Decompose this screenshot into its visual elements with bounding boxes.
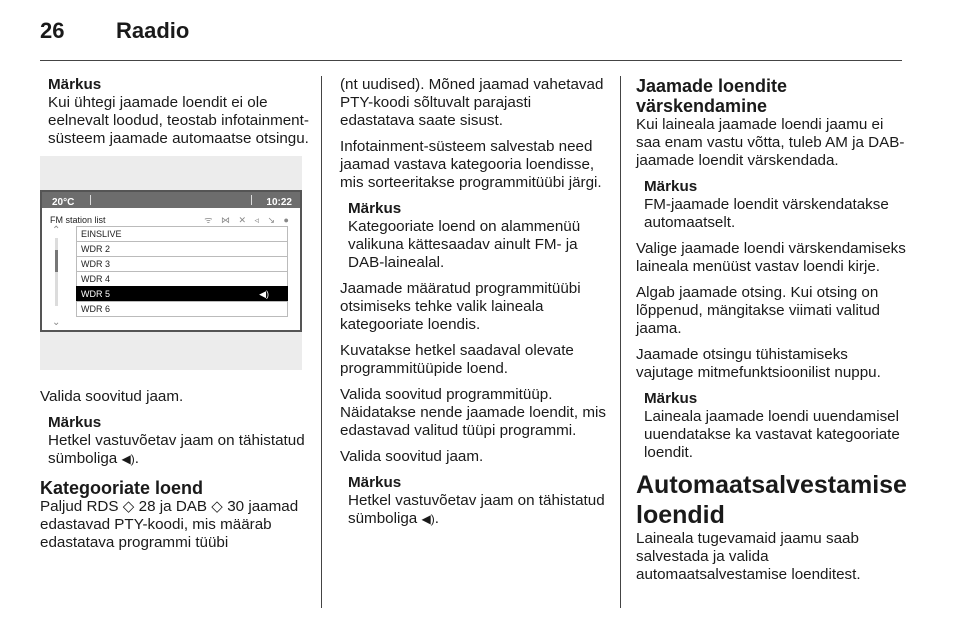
- paragraph: Laineala tugevamaid jaamu saab salvestada ja valida automaatsalvestamise loenditest.: [636, 530, 861, 583]
- column-divider: [321, 76, 322, 608]
- section-heading: Jaamade loendite värskendamine: [636, 76, 788, 116]
- column-divider: [620, 76, 621, 608]
- note-text: FM-jaamade loendit värskendatakse automaatselt.: [644, 196, 889, 231]
- scroll-up-icon[interactable]: ⌃: [52, 225, 61, 236]
- station-item[interactable]: WDR 2: [76, 241, 288, 256]
- station-item[interactable]: EINSLIVE: [76, 226, 288, 241]
- scrollbar-thumb[interactable]: [55, 250, 58, 272]
- note-box: [348, 200, 606, 272]
- section-heading: Kategooriate loend: [40, 478, 204, 498]
- note-box: [348, 474, 606, 528]
- note-title: Märkus: [48, 76, 102, 93]
- station-item[interactable]: WDR 3: [76, 256, 288, 271]
- column-3: [636, 76, 906, 592]
- page-header: [40, 18, 189, 44]
- paragraph: Valige jaamade loendi värskendamiseks laineala menüüst vastav loendi kirje.: [636, 240, 906, 275]
- paragraph: Jaamade otsingu tühistamiseks vajutage mitmefunktsioonilist nuppu.: [636, 346, 881, 381]
- note-box: [644, 178, 906, 232]
- speaker-icon: ◀): [421, 512, 435, 526]
- divider: [251, 195, 252, 205]
- station-item[interactable]: WDR 6: [76, 301, 288, 317]
- note-title: Märkus: [348, 200, 402, 217]
- column-2: [340, 76, 606, 536]
- scrollbar-track[interactable]: [55, 238, 58, 306]
- chapter-title: Raadio: [116, 18, 190, 43]
- note-text: Hetkel vastuvõetav jaam on tähistatud sümboliga ◀).: [348, 492, 605, 527]
- status-icons: ᯤ ⋈ ✕ ◃ ↘ ●: [204, 215, 292, 225]
- note-text: Laineala jaamade loendi uuendamisel uuendatakse ka vastavat kategooriate loendit.: [644, 408, 900, 461]
- station-item-selected[interactable]: [76, 286, 288, 301]
- paragraph: Algab jaamade otsing. Kui otsing on lõppenud, mängitakse viimati valitud jaama.: [636, 284, 880, 337]
- clock: 10:22: [266, 197, 292, 208]
- note-box: [48, 414, 312, 468]
- reference-arrow-icon: ◇: [122, 498, 135, 515]
- reference-arrow-icon: ◇: [211, 498, 223, 515]
- note-text: Kategooriate loend on alammenüü valikuna kättesaadav ainult FM- ja DAB-lainealal.: [348, 218, 581, 271]
- header-rule: [40, 60, 902, 61]
- screen-body: [42, 208, 300, 330]
- scroll-down-icon[interactable]: ⌄: [52, 317, 61, 328]
- screen-title: FM station list: [50, 215, 106, 225]
- station-label: WDR 5: [81, 289, 110, 299]
- paragraph: Valida soovitud programmitüüp. Näidatakse nende jaamade loendit, mis edastavad valitud tüüpi programmi.: [340, 386, 606, 439]
- station-list: [76, 226, 288, 317]
- screenshot-figure: [40, 156, 302, 370]
- note-title: Märkus: [644, 178, 698, 195]
- note-title: Märkus: [644, 390, 698, 407]
- paragraph: Valida soovitud jaam.: [340, 448, 484, 465]
- paragraph: Jaamade määratud programmitüübi otsimiseks tehke valik laineala kategooriate loendis.: [340, 280, 581, 333]
- paragraph: Paljud RDS ◇ 28 ja DAB ◇ 30 jaamad edastavad PTY-koodi, mis määrab edastatava programmi tüübi: [40, 498, 299, 551]
- column-1: [40, 76, 312, 560]
- paragraph: Kui laineala jaamade loendi jaamu ei saa enam vastu võtta, tuleb AM ja DAB-jaamade loendit värskendada.: [636, 116, 905, 169]
- paragraph: Valida soovitud jaam.: [40, 388, 184, 405]
- note-text: Kui ühtegi jaamade loendit ei ole eelnevalt loodud, teostab infotainment-süsteem jaamade automaatse otsingu.: [48, 94, 309, 147]
- divider: [90, 195, 91, 205]
- status-bar: [42, 192, 300, 208]
- page-number: 26: [40, 18, 65, 43]
- note-text: Hetkel vastuvõetav jaam on tähistatud sümboliga ◀).: [48, 432, 305, 467]
- speaker-icon: ◀): [121, 452, 135, 466]
- paragraph: Kuvatakse hetkel saadaval olevate programmitüüpide loend.: [340, 342, 574, 377]
- paragraph: (nt uudised). Mõned jaamad vahetavad PTY-koodi sõltuvalt parajasti edastatava saate sisust.: [340, 76, 604, 129]
- speaker-icon: ◀): [259, 289, 269, 299]
- note-box: [48, 76, 312, 148]
- temperature: 20°C: [52, 197, 75, 208]
- paragraph: Infotainment-süsteem salvestab need jaamad vastava kategooria loendisse, mis sorteeritakse programmitüübi järgi.: [340, 138, 602, 191]
- note-title: Märkus: [348, 474, 402, 491]
- section-heading: Automaatsalvestamise loendid: [636, 471, 907, 529]
- note-box: [644, 390, 906, 462]
- infotainment-screen: [40, 190, 302, 332]
- note-title: Märkus: [48, 414, 102, 431]
- station-item[interactable]: WDR 4: [76, 271, 288, 286]
